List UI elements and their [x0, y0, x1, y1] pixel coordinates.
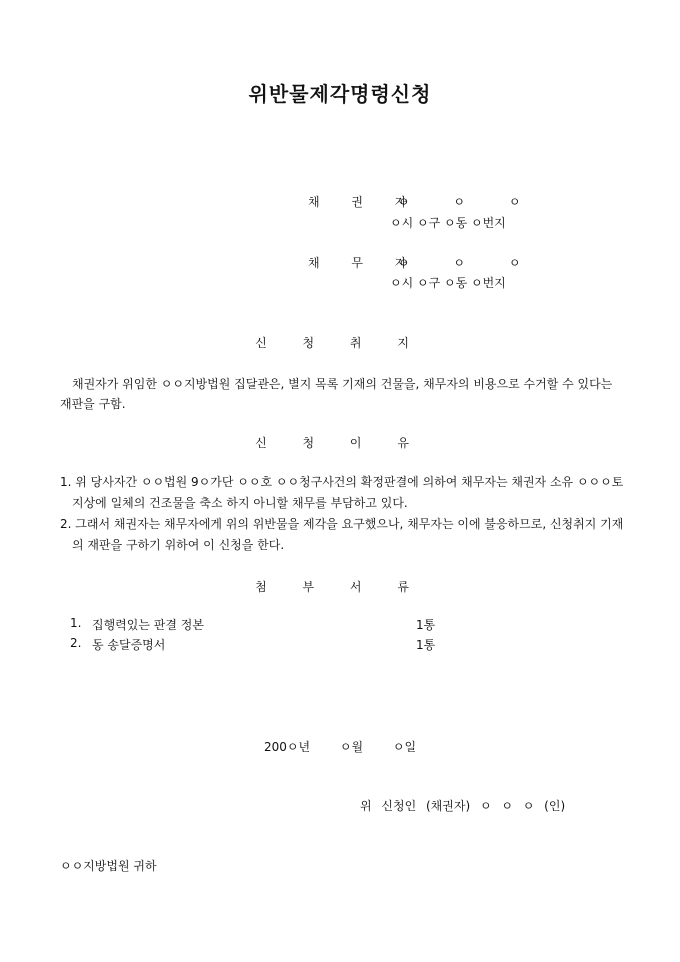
applicant-signature-line: 위 신청인 (채권자) ㅇ ㅇ ㅇ (인): [360, 799, 566, 813]
debtor-label: 채 무 자: [308, 256, 421, 270]
document-title: 위반물제각명령신청: [248, 82, 432, 106]
attachment-number: 2.: [70, 636, 82, 650]
court-addressee: ㅇㅇ지방법원 귀하: [60, 859, 157, 873]
debtor-address: ㅇ시 ㅇ구 ㅇ동 ㅇ번지: [390, 276, 506, 290]
reason-list: [60, 472, 628, 556]
attachment-name: 집행력있는 판결 정본: [92, 618, 204, 632]
debtor-name: ㅇ ㅇ ㅇ: [398, 256, 541, 270]
reason-item: 1. 위 당사자간 ㅇㅇ법원 9ㅇ가단 ㅇㅇ호 ㅇㅇ청구사건의 확정판결에 의하여 채무자는 채권자 소유 ㅇㅇㅇ토지상에 일체의 건조물을 축소 하지 아니할 채무를 부담하고 있다.: [60, 475, 624, 510]
attachment-name: 동 송달증명서: [92, 638, 166, 652]
attachments-heading: 첨 부 서 류: [255, 580, 425, 594]
attachment-quantity: 1통: [416, 638, 436, 652]
reason-item: 2. 그래서 채권자는 채무자에게 위의 위반물을 제각을 요구했으나, 채무자는 이에 불응하므로, 신청취지 기재의 재판을 구하기 위하여 이 신청을 한다.: [60, 517, 624, 552]
creditor-label: 채 권 자: [308, 195, 421, 209]
reason-heading: 신 청 이 유: [255, 436, 425, 450]
creditor-name: ㅇ ㅇ ㅇ: [398, 195, 541, 209]
creditor-address: ㅇ시 ㅇ구 ㅇ동 ㅇ번지: [390, 216, 506, 230]
attachment-quantity: 1통: [416, 618, 436, 632]
document-date: 200ㅇ년 ㅇ월 ㅇ일: [264, 740, 417, 754]
purpose-heading: 신 청 취 지: [255, 336, 425, 350]
purpose-text: 채권자가 위임한 ㅇㅇ지방법원 집달관은, 별지 목록 기재의 건물을, 채무자의 비용으로 수거할 수 있다는 재판을 구함.: [60, 377, 613, 411]
attachment-number: 1.: [70, 616, 82, 630]
